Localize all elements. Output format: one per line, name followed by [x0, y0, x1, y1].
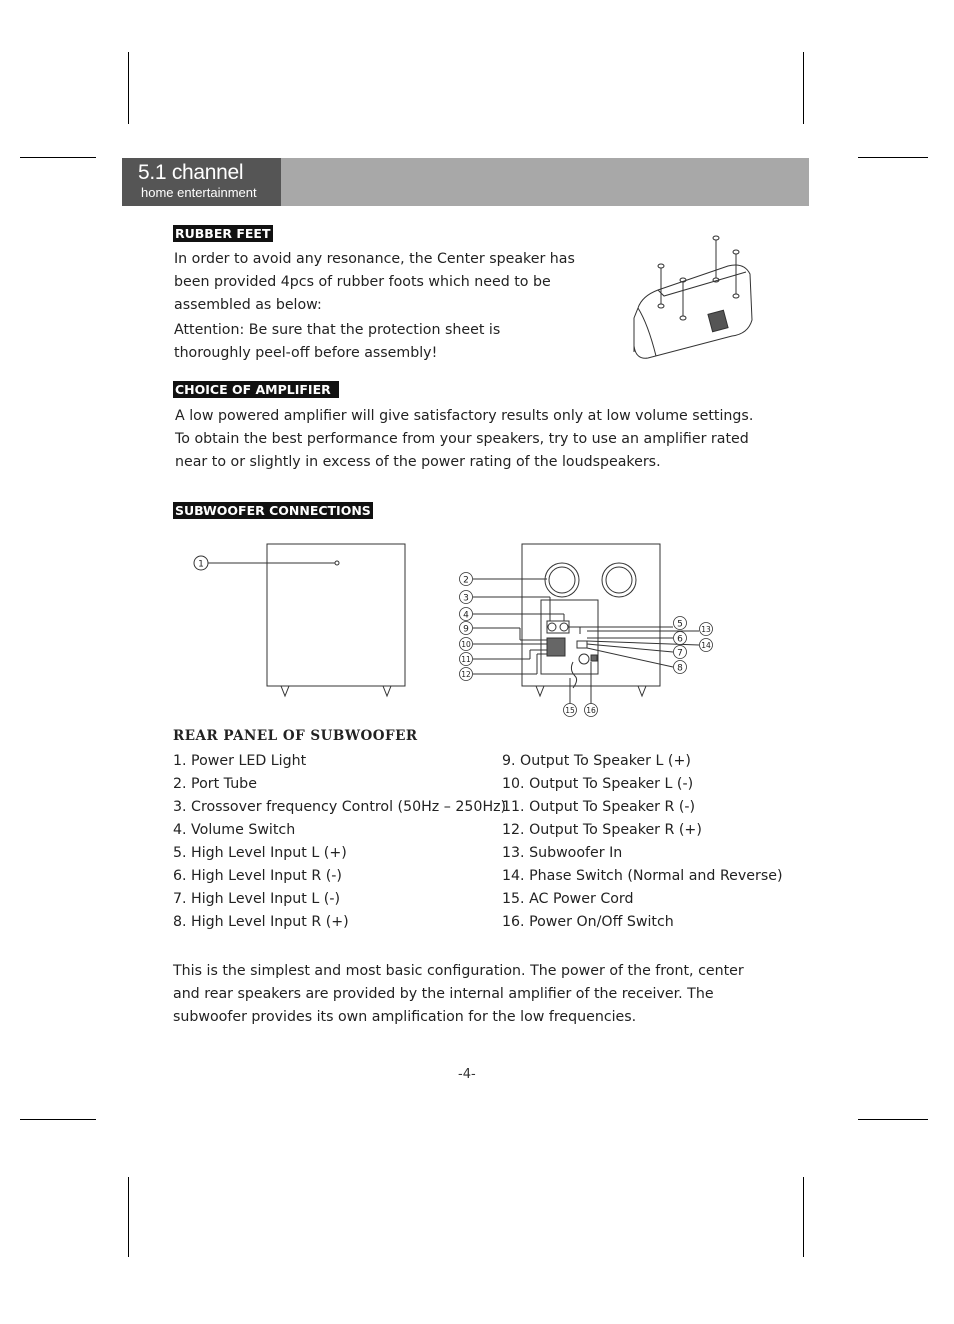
- crop-mark: [803, 52, 804, 124]
- crop-mark: [858, 157, 928, 158]
- callout-5-label: 5: [677, 619, 683, 630]
- list-item: 5. High Level Input L (+): [173, 845, 347, 861]
- amplifier-heading: CHOICE OF AMPLIFIER: [173, 381, 339, 398]
- callout-11-label: 11: [461, 655, 471, 664]
- rubber-feet-heading: RUBBER FEET: [175, 226, 271, 241]
- list-item: 1. Power LED Light: [173, 753, 307, 769]
- callout-6-label: 6: [677, 634, 683, 645]
- list-item: 11. Output To Speaker R (-): [502, 799, 696, 815]
- subwoofer-heading: SUBWOOFER CONNECTIONS: [175, 503, 371, 518]
- list-item: 6. High Level Input R (-): [173, 868, 342, 884]
- callout-3-label: 3: [463, 593, 469, 604]
- crop-mark: [128, 52, 129, 124]
- header-title: 5.1 channel: [138, 161, 244, 184]
- rear-panel-list-right: [502, 750, 783, 934]
- list-item: 7. High Level Input L (-): [173, 891, 340, 907]
- callout-8-label: 8: [677, 663, 683, 674]
- crop-mark: [20, 1119, 96, 1120]
- callout-15-label: 15: [565, 706, 575, 715]
- callout-13-label: 13: [701, 625, 711, 634]
- callout-14-label: 14: [701, 641, 711, 650]
- crop-mark: [128, 1177, 129, 1257]
- callout-7-label: 7: [677, 648, 683, 659]
- callout-9-label: 9: [463, 624, 469, 635]
- list-item: 15. AC Power Cord: [502, 891, 634, 907]
- callout-12-label: 12: [461, 670, 471, 679]
- list-item: 16. Power On/Off Switch: [502, 914, 674, 930]
- crop-mark: [803, 1177, 804, 1257]
- list-item: 9. Output To Speaker L (+): [502, 753, 691, 769]
- rear-panel-heading: REAR PANEL OF SUBWOOFER: [173, 728, 418, 744]
- amplifier-paragraph: A low powered amplifier will give satisfactory results only at low volume settings. To obtain the best performance from your speakers, try to use an amplifier rated near to or slightly in excess of the power rating of the loudspeakers.: [175, 408, 754, 470]
- list-item: 14. Phase Switch (Normal and Reverse): [502, 868, 783, 884]
- rubber-feet-paragraph: In order to avoid any resonance, the Center speaker has been provided 4pcs of rubber foots which need to be assembled as below:: [174, 251, 575, 313]
- callout-4-label: 4: [463, 610, 469, 621]
- page-number: -4-: [458, 1067, 476, 1082]
- subwoofer-diagram: [185, 538, 725, 722]
- list-item: 8. High Level Input R (+): [173, 914, 349, 930]
- list-item: 10. Output To Speaker L (-): [502, 776, 694, 792]
- list-item: 13. Subwoofer In: [502, 845, 623, 861]
- callout-10-label: 10: [461, 640, 471, 649]
- rear-panel-list-left: [173, 750, 506, 934]
- callout-1-label: 1: [198, 559, 204, 570]
- list-item: 2. Port Tube: [173, 776, 257, 792]
- crop-mark: [20, 157, 96, 158]
- rubber-feet-attention: Attention: Be sure that the protection sheet is thoroughly peel-off before assembly!: [174, 322, 501, 361]
- list-item: 4. Volume Switch: [173, 822, 296, 838]
- center-speaker-illustration: [628, 228, 758, 364]
- callout-2-label: 2: [463, 575, 469, 586]
- header-subtitle: home entertainment: [141, 185, 257, 200]
- callout-16-label: 16: [586, 706, 596, 715]
- closing-paragraph: This is the simplest and most basic configuration. The power of the front, center and rear speakers are provided by the internal amplifier of the receiver. The subwoofer provides its own amplification for the low frequencies.: [173, 963, 744, 1025]
- list-item: 12. Output To Speaker R (+): [502, 822, 702, 838]
- list-item: 3. Crossover frequency Control (50Hz – 250Hz): [173, 799, 507, 815]
- crop-mark: [858, 1119, 928, 1120]
